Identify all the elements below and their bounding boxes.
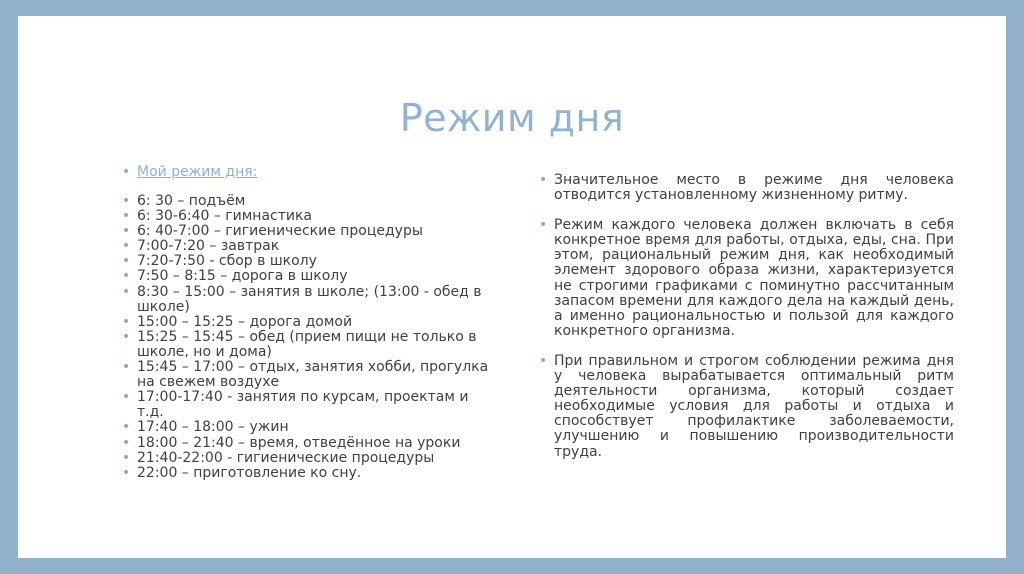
slide (18, 16, 1006, 558)
schedule-list (122, 194, 497, 481)
paragraph-item: • При правильном и строгом соблюдении режима дня у человека вырабатывается оптимальный ритм деятельности организма, который создает необходимые условия для работы и отдыха и способствует профилактике заболеваемости, улучшению и повышению производительности труда. (539, 354, 954, 460)
schedule-item: • 15:45 – 17:00 – отдых, занятия хобби, прогулка на свежем воздухе (122, 360, 497, 390)
schedule-item: • 22:00 – приготовление ко сну. (122, 466, 497, 481)
schedule-item: • 7:50 – 8:15 – дорога в школу (122, 269, 497, 284)
paragraph-item: • Значительное место в режиме дня человека отводится установленному жизненному ритму. (539, 173, 954, 203)
schedule-item: • 17:40 – 18:00 – ужин (122, 420, 497, 435)
schedule-item: • 15:00 – 15:25 – дорога домой (122, 315, 497, 330)
schedule-item: • 7:20-7:50 - сбор в школу (122, 254, 497, 269)
schedule-item: • 18:00 – 21:40 – время, отведённое на уроки (122, 436, 497, 451)
slide-title: Режим дня (399, 96, 625, 140)
schedule-item: • 6: 40-7:00 – гигиенические процедуры (122, 224, 497, 239)
schedule-heading-text: Мой режим дня: (137, 164, 258, 180)
paragraph-item: • Режим каждого человека должен включать в себя конкретное время для работы, отдыха, еды, сна. При этом, рациональный режим дня, как необходимый элемент здорового образа жизни, характеризуется не строгими графиками с поминутно рассчитанным запасом времени для каждого дела на каждый день, а именно рациональностью и пользой для каждого конкретного организма. (539, 218, 954, 339)
schedule-column (122, 164, 497, 481)
schedule-heading (122, 164, 497, 181)
schedule-item: • 8:30 – 15:00 – занятия в школе; (13:00 - обед в школе) (122, 285, 497, 315)
schedule-item: • 21:40-22:00 - гигиенические процедуры (122, 451, 497, 466)
schedule-item: • 6: 30-6:40 – гимнастика (122, 209, 497, 224)
description-column (539, 173, 954, 475)
schedule-item: • 6: 30 – подъём (122, 194, 497, 209)
schedule-item: • 15:25 – 15:45 – обед (прием пищи не только в школе, но и дома) (122, 330, 497, 360)
schedule-item: • 7:00-7:20 – завтрак (122, 239, 497, 254)
schedule-item: • 17:00-17:40 - занятия по курсам, проектам и т.д. (122, 390, 497, 420)
